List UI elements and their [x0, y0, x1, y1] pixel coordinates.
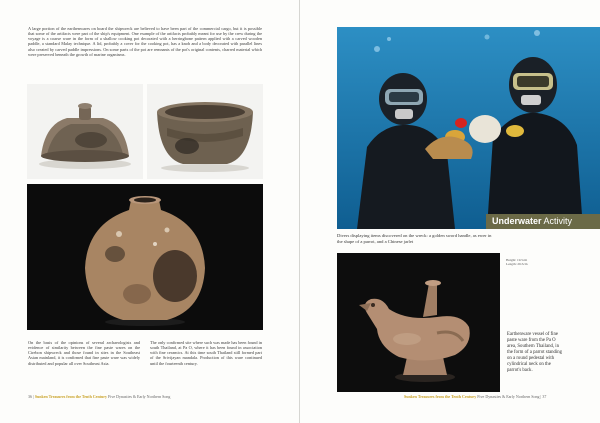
- parrot-ewer-photo: [337, 253, 500, 392]
- divers-photo: [337, 27, 600, 229]
- banner-word-2: Activity: [543, 216, 573, 226]
- left-page-number: 36: [28, 394, 32, 399]
- jar-photo: [27, 184, 263, 330]
- left-book-title: Sunken Treasures from the Tenth Century: [34, 394, 108, 399]
- lid-photo: [27, 84, 143, 179]
- banner-word-1: Underwater: [492, 216, 542, 226]
- right-book-subtitle: Five Dynasties & Early Northern Song: [477, 394, 540, 399]
- left-footer: 36 | Sunken Treasures from the Tenth Century Five Dynasties & Early Northern Song: [28, 394, 171, 399]
- column-text-1: On the basis of the opinions of several archaeologists and evidence of similarity between the fine paste wares on the Cirebon shipwreck and those found in sites in the Southeast Asian mainland, it is confirmed that fine paste ware was widely distributed and popular all over Southeast Asia.: [28, 340, 140, 366]
- column-text-2: The only confirmed site where such was made has been found in south Thailand, at Pa O, where it has been found in association with fine ceramics. At this time south Thailand still formed part of the Srivijayan mandala. Production of this ware continued until the fourteenth century.: [150, 340, 262, 366]
- right-page-number: 37: [542, 394, 547, 399]
- cooking-pot-photo: [147, 84, 263, 179]
- ewer-caption: Earthenware vessel of fine paste ware from the Pa O area, Southern Thailand, in the form of a parrot standing on a round pedestal with cylindrical neck on the parrot's back.: [507, 332, 563, 373]
- left-book-subtitle: Five Dynasties & Early Northern Song: [108, 394, 171, 399]
- dimensions-caption: Height: 19.5cm Length: 26.5cm: [506, 258, 528, 267]
- right-footer: Sunken Treasures from the Tenth Century Five Dynasties & Early Northern Song | 37: [404, 394, 547, 399]
- diver-photo-caption: Divers displaying items discovered on the wreck: a golden sword handle, as ewer in the shape of a parrot, and a Chinese jarlet: [337, 233, 492, 244]
- right-book-title: Sunken Treasures from the Tenth Century: [404, 394, 477, 399]
- intro-paragraph: A large portion of the earthenwares on board the shipwreck are believed to have been part of the commercial cargo, but it is possible that some of the artifacts were part of the ship's equipment. One example of the artifacts probably meant for use by the crew during the voyage is a coarse ware in the form of a shallow cooking pot decorated with a herringbone pattern applied with a carved wooden paddle, a standard Malay technique. A lid, probably a cover for the cooking pot, has a knob and a body decorated with parallel lines also created by carved paddle impressions. On some parts of the pot are remnants of the pot's original contents, charred material which were preserved beneath the growth of marine organisms.: [28, 26, 262, 57]
- underwater-activity-banner: [486, 214, 600, 229]
